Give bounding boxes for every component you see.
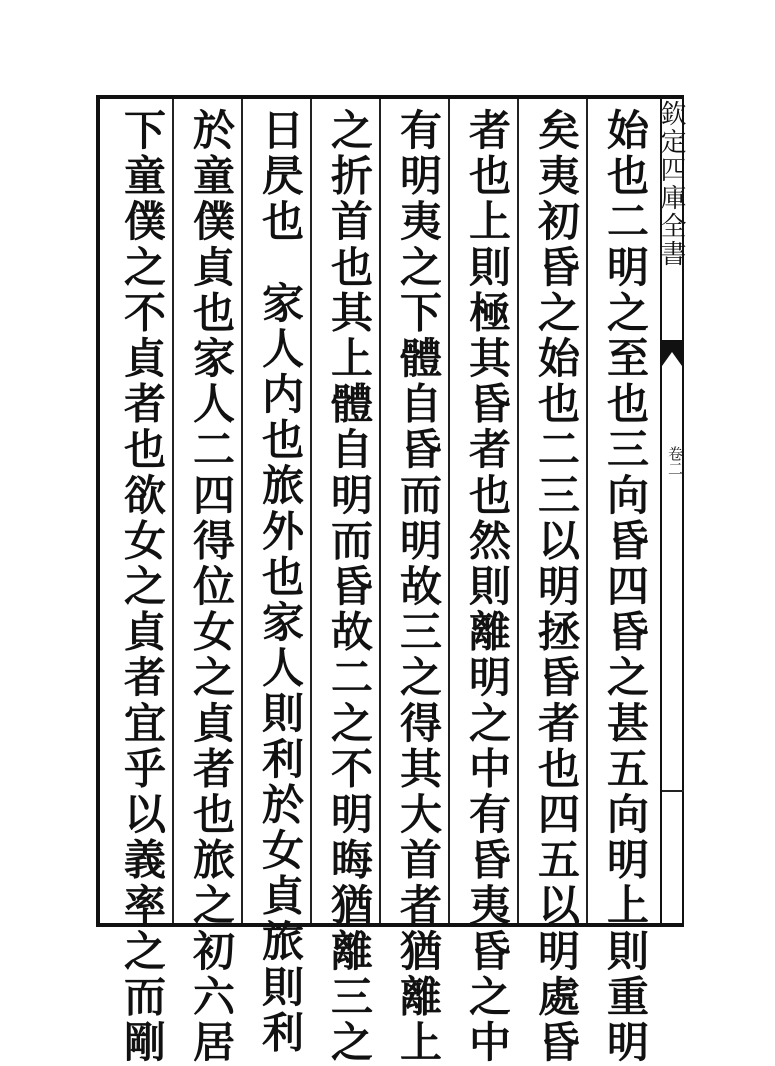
text-column-6 [251,108,309,1057]
text-column-8: 下童僕之不貞者也欲女之貞者宜乎以義率之而剛 [118,108,167,1066]
text-column-5: 之折首也其上體自明而昏故二之不明晦猶離三之 [325,108,374,1066]
column-rule [379,99,381,923]
text-column-3: 者也上則極其昏者也然則離明之中有昏夷昏之中 [463,108,512,1066]
text-column-6-part-b: 家人内也旅外也家人則利於女貞旅則利 [256,280,305,1057]
margin-volume: 卷二 [666,446,684,476]
column-rule [241,99,243,923]
fish-tail-icon [662,338,682,368]
text-column-6-part-a: 日昃也 [256,108,305,245]
margin-title: 欽定四庫全書 [656,100,686,268]
column-rule [586,99,588,923]
text-column-4: 有明夷之下體自昏而明故三之得其大首者猶離上 [394,108,443,1066]
column-rule [310,99,312,923]
margin-rule [662,790,684,792]
column-rule [448,99,450,923]
text-column-1: 始也二明之至也三向昏四昏之甚五向明上則重明 [601,108,650,1066]
column-rule [172,99,174,923]
column-rule [517,99,519,923]
text-column-2: 矣夷初昏之始也二三以明拯昏者也四五以明處昏 [532,108,581,1066]
text-column-7: 於童僕貞也家人二四得位女之貞者也旅之初六居 [187,108,236,1066]
